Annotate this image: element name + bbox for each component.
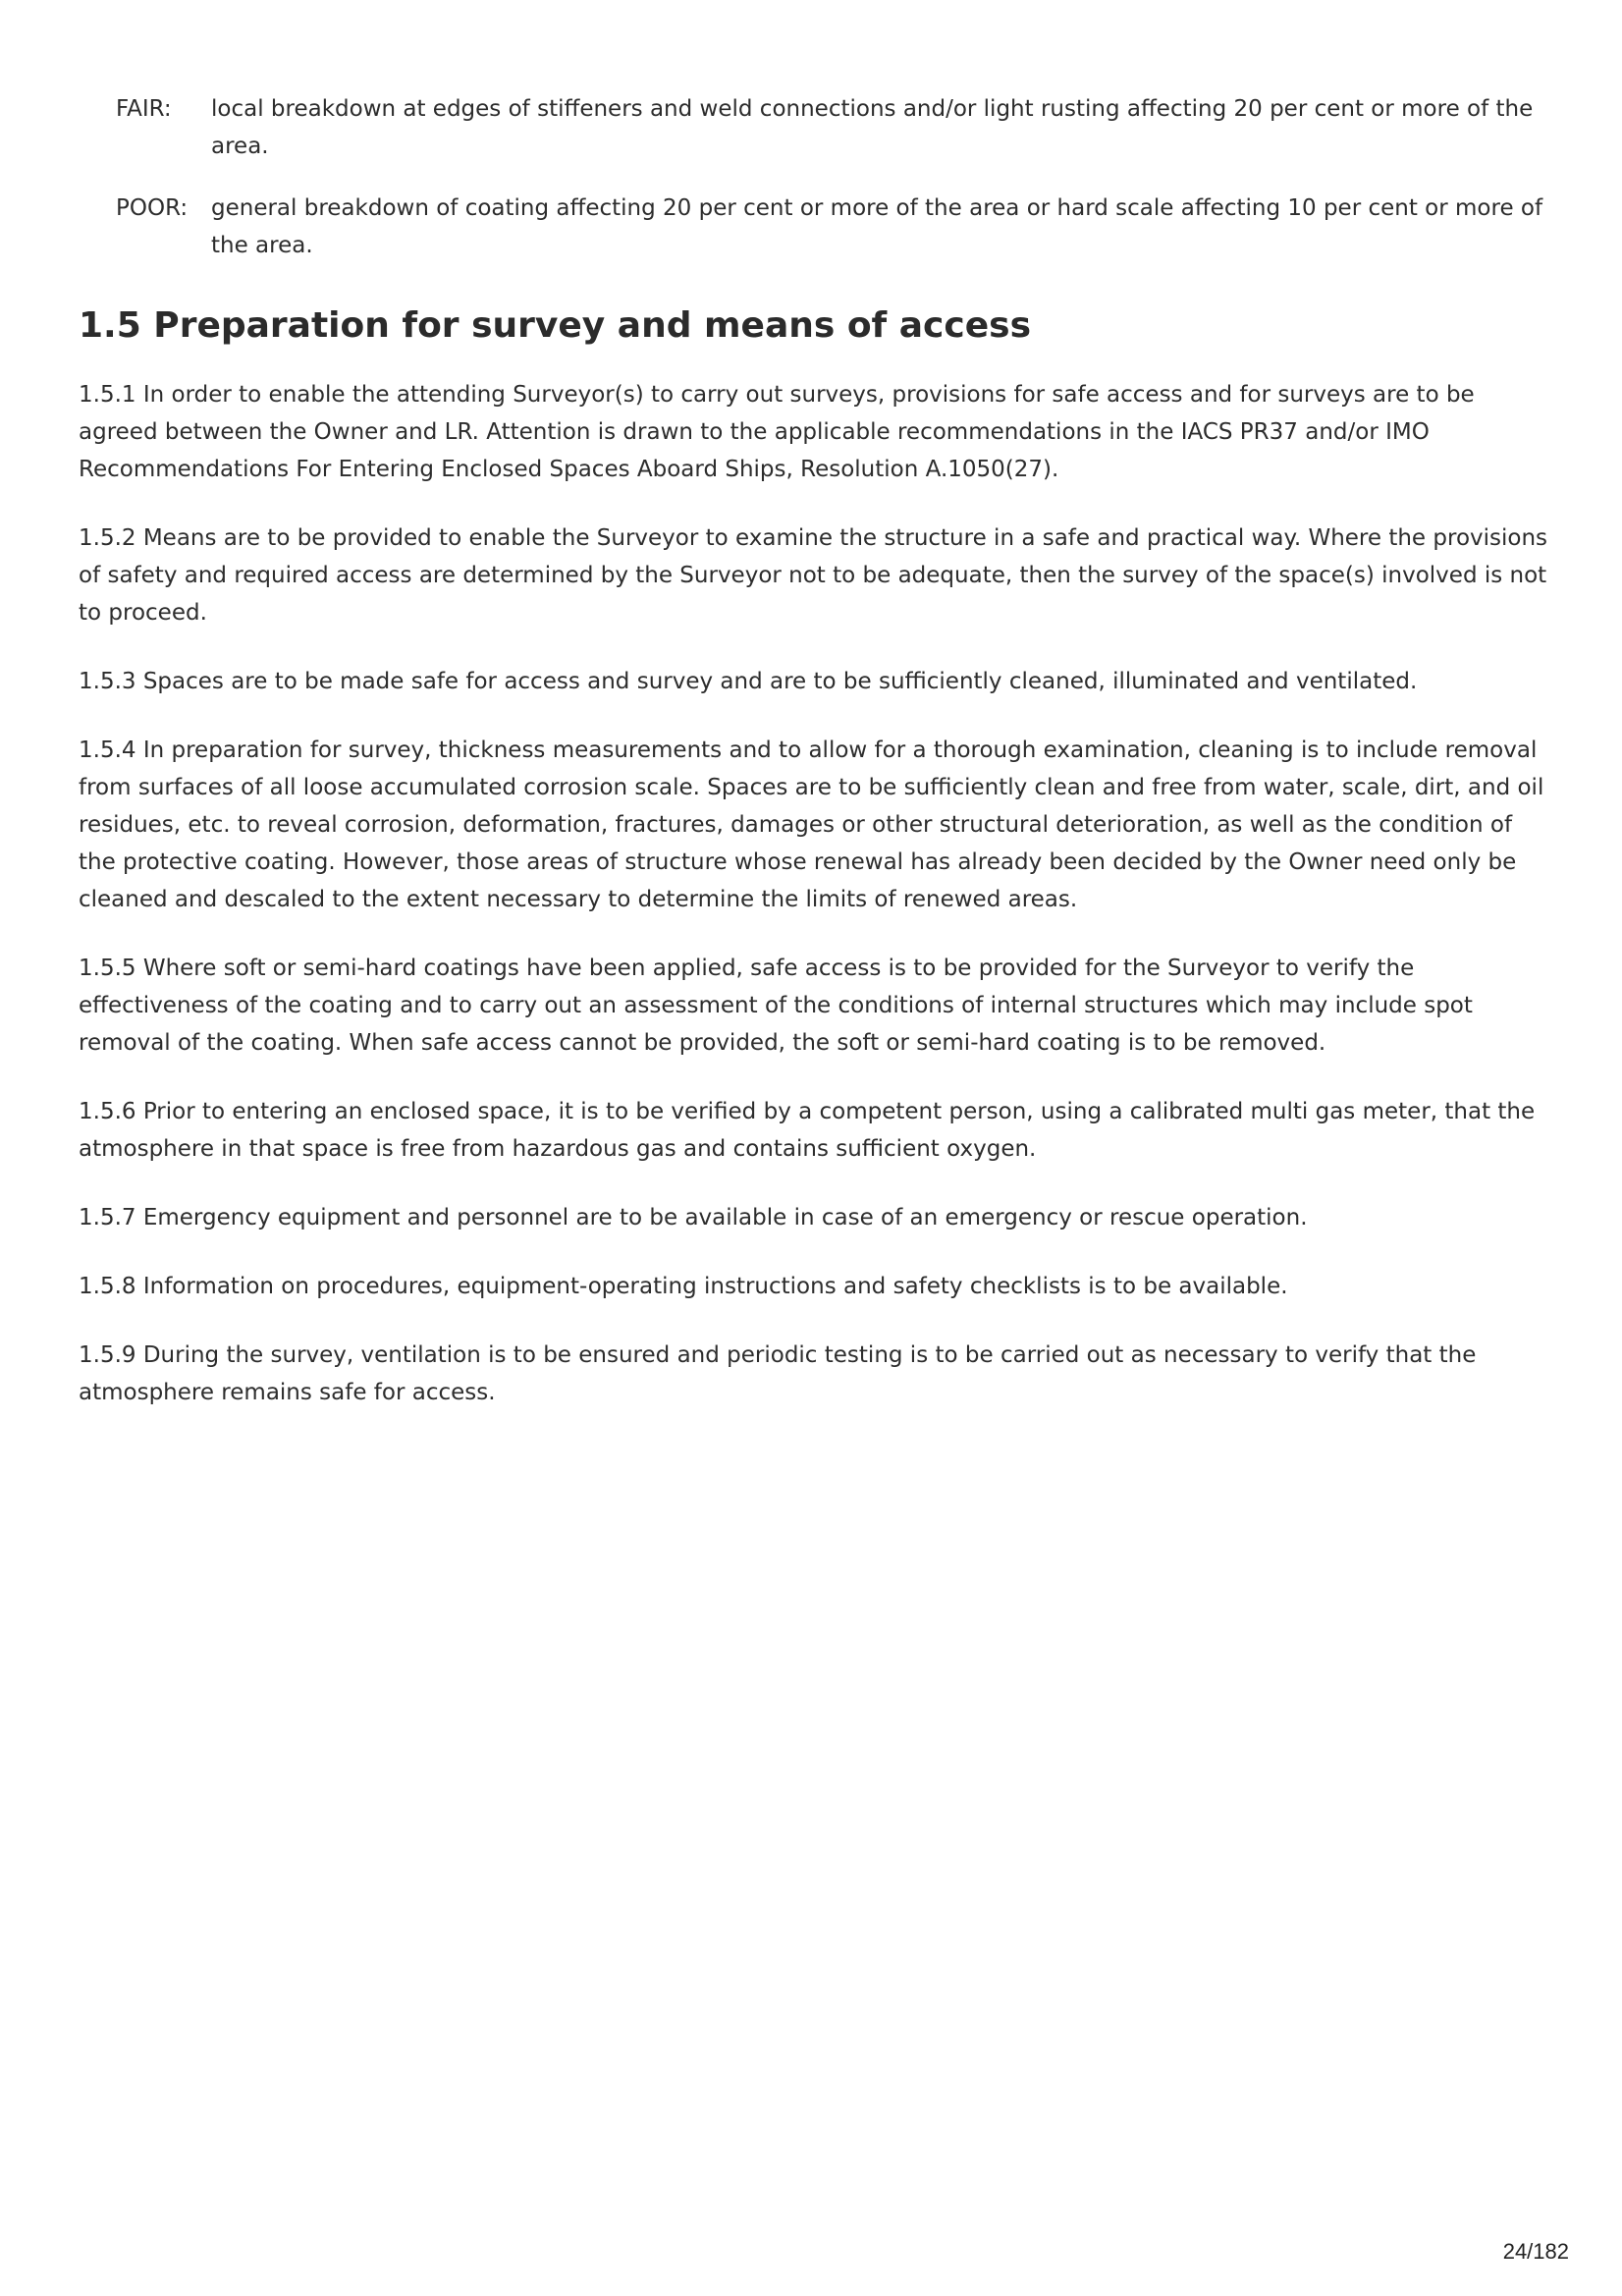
paragraph-1-5-1: 1.5.1 In order to enable the attending Surveyor(s) to carry out surveys, provisions for safe access and for surveys are to be agreed between the Owner and LR. Attention is drawn to the applicable recommendations in the IACS PR37 and/or IMO Recommendations For Entering Enclosed Spaces Aboard Ships, Resolution A.1050(27). [79, 382, 1475, 482]
paragraph-1-5-4: 1.5.4 In preparation for survey, thickness measurements and to allow for a thorough examination, cleaning is to include removal from surfaces of all loose accumulated corrosion scale. Spaces are to be sufficiently clean and free from water, scale, dirt, and oil residues, etc. to reveal corrosion, deformation, fractures, damages or other structural deterioration, as well as the condition of the protective coating. However, those areas of structure whose renewal has already been decided by the Owner need only be cleaned and descaled to the extent necessary to determine the limits of renewed areas. [79, 738, 1544, 912]
paragraph-1-5-7: 1.5.7 Emergency equipment and personnel are to be available in case of an emergency or rescue operation. [79, 1205, 1308, 1230]
paragraph-1-5-9: 1.5.9 During the survey, ventilation is to be ensured and periodic testing is to be carried out as necessary to verify that the atmosphere remains safe for access. [79, 1342, 1477, 1405]
paragraph-1-5-5: 1.5.5 Where soft or semi-hard coatings have been applied, safe access is to be provided for the Surveyor to verify the effectiveness of the coating and to carry out an assessment of the conditions of internal structures which may include spot removal of the coating. When safe access cannot be provided, the soft or semi-hard coating is to be removed. [79, 956, 1473, 1056]
definition-fair [79, 90, 1551, 165]
paragraph-1-5-3: 1.5.3 Spaces are to be made safe for access and survey and are to be sufficiently cleaned, illuminated and ventilated. [79, 669, 1418, 694]
paragraph-1-5-8: 1.5.8 Information on procedures, equipment-operating instructions and safety checklists is to be available. [79, 1274, 1288, 1299]
paragraph-1-5-2: 1.5.2 Means are to be provided to enable the Surveyor to examine the structure in a safe and practical way. Where the provisions of safety and required access are determined by the Surveyor not to be adequate, then the survey of the space(s) involved is not to proceed. [79, 525, 1548, 626]
section-heading: 1.5 Preparation for survey and means of access [79, 305, 1031, 346]
definition-text: general breakdown of coating affecting 20 per cent or more of the area or hard scale affecting 10 per cent or more of the area. [211, 195, 1543, 258]
definition-text: local breakdown at edges of stiffeners and weld connections and/or light rusting affecting 20 per cent or more of the area. [211, 96, 1534, 159]
definition-term: FAIR: [116, 96, 172, 122]
page-number: 24/182 [1502, 2239, 1569, 2264]
definition-poor [79, 190, 1551, 264]
definition-term: POOR: [116, 195, 189, 221]
document-page [79, 90, 1551, 1443]
paragraph-1-5-6: 1.5.6 Prior to entering an enclosed space, it is to be verified by a competent person, using a calibrated multi gas meter, that the atmosphere in that space is free from hazardous gas and contains sufficient oxygen. [79, 1099, 1536, 1162]
